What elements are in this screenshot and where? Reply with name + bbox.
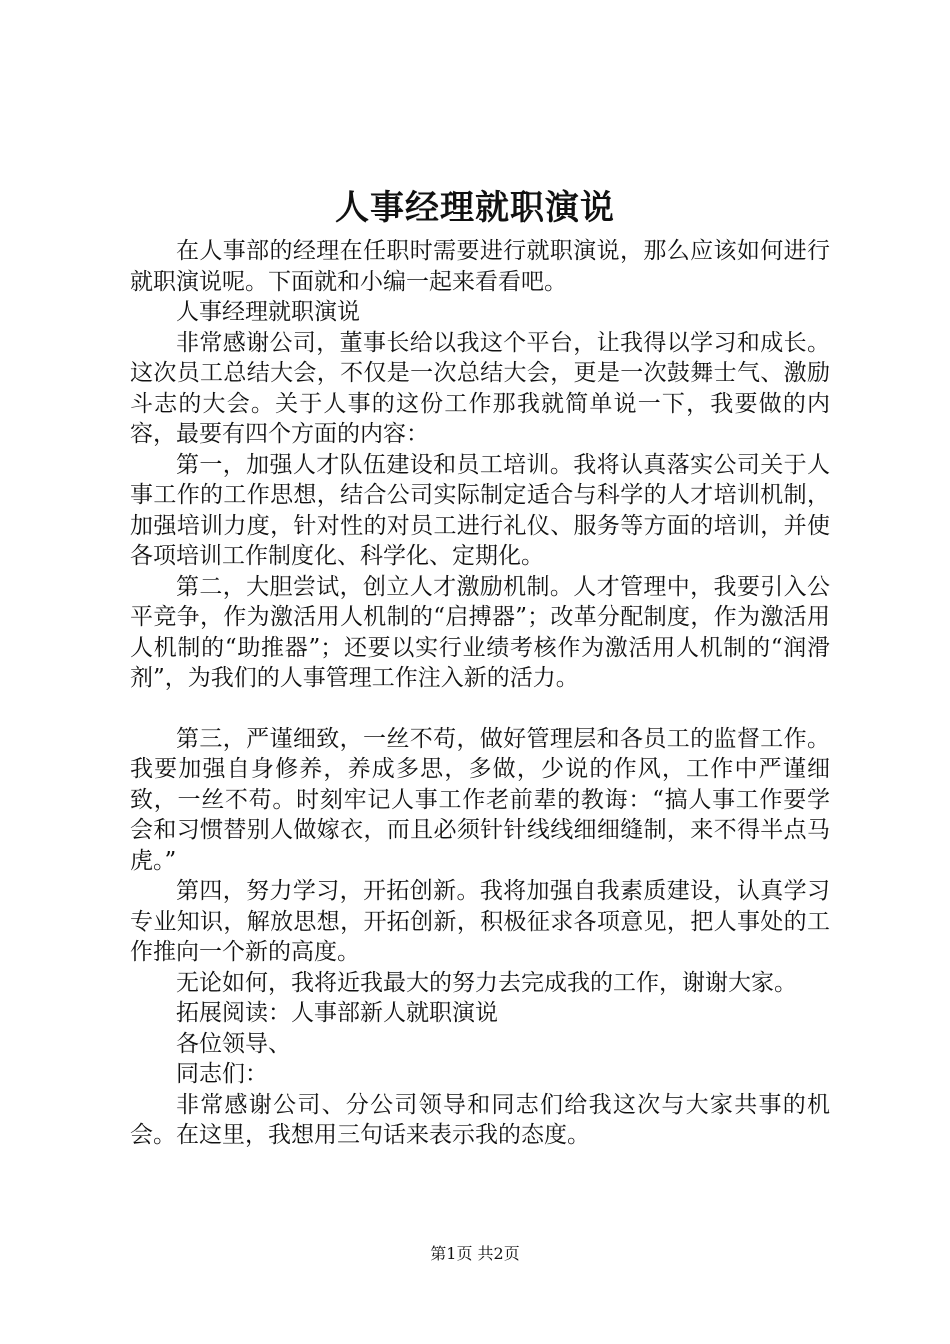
point-two-paragraph: 第二，大胆尝试，创立人才激励机制。人才管理中，我要引入公平竞争，作为激活用人机制的“启搏器”；改革分配制度，作为激活用人机制的“助推器”；还要以实行业绩考核作为激活用人机制的“润滑剂”，为我们的人事管理工作注入新的活力。 <box>130 573 830 691</box>
document-title: 人事经理就职演说 <box>335 188 615 228</box>
extended-reading-heading: 拓展阅读：人事部新人就职演说 <box>176 1000 498 1026</box>
intro-paragraph: 在人事部的经理在任职时需要进行就职演说，那么应该如何进行就职演说呢。下面就和小编一起来看看吧。 <box>130 238 830 295</box>
document-body <box>130 236 830 1151</box>
point-three-paragraph: 第三，严谨细致，一丝不苟，做好管理层和各员工的监督工作。我要加强自身修养，养成多思，多做，少说的作风，工作中严谨细致，一丝不苟。时刻牢记人事工作老前辈的教诲：“搞人事工作要学会和习惯替别人做嫁衣，而且必须针针线线细细缝制，来不得半点马虎。” <box>130 725 830 874</box>
thanks-paragraph: 非常感谢公司，董事长给以我这个平台，让我得以学习和成长。这次员工总结大会，不仅是一次总结大会，更是一次鼓舞士气、激励斗志的大会。关于人事的这份工作那我就简单说一下，我要做的内容，最要有四个方面的内容： <box>130 329 830 447</box>
section-heading: 人事经理就职演说 <box>176 299 360 325</box>
point-one-paragraph: 第一，加强人才队伍建设和员工培训。我将认真落实公司关于人事工作的工作思想，结合公司实际制定适合与科学的人才培训机制，加强培训力度，针对性的对员工进行礼仪、服务等方面的培训，并使各项培训工作制度化、科学化、定期化。 <box>130 451 830 569</box>
salutation-leaders: 各位领导、 <box>176 1030 291 1057</box>
new-speech-paragraph: 非常感谢公司、分公司领导和同志们给我这次与大家共事的机会。在这里，我想用三句话来表示我的态度。 <box>130 1091 830 1148</box>
point-four-paragraph: 第四，努力学习，开拓创新。我将加强自我素质建设，认真学习专业知识，解放思想，开拓创新，积极征求各项意见，把人事处的工作推向一个新的高度。 <box>130 878 830 965</box>
closing-paragraph: 无论如何，我将近我最大的努力去完成我的工作，谢谢大家。 <box>176 969 797 996</box>
page-footer: 第1页 共2页 <box>430 1244 520 1263</box>
salutation-comrades: 同志们： <box>176 1061 268 1087</box>
